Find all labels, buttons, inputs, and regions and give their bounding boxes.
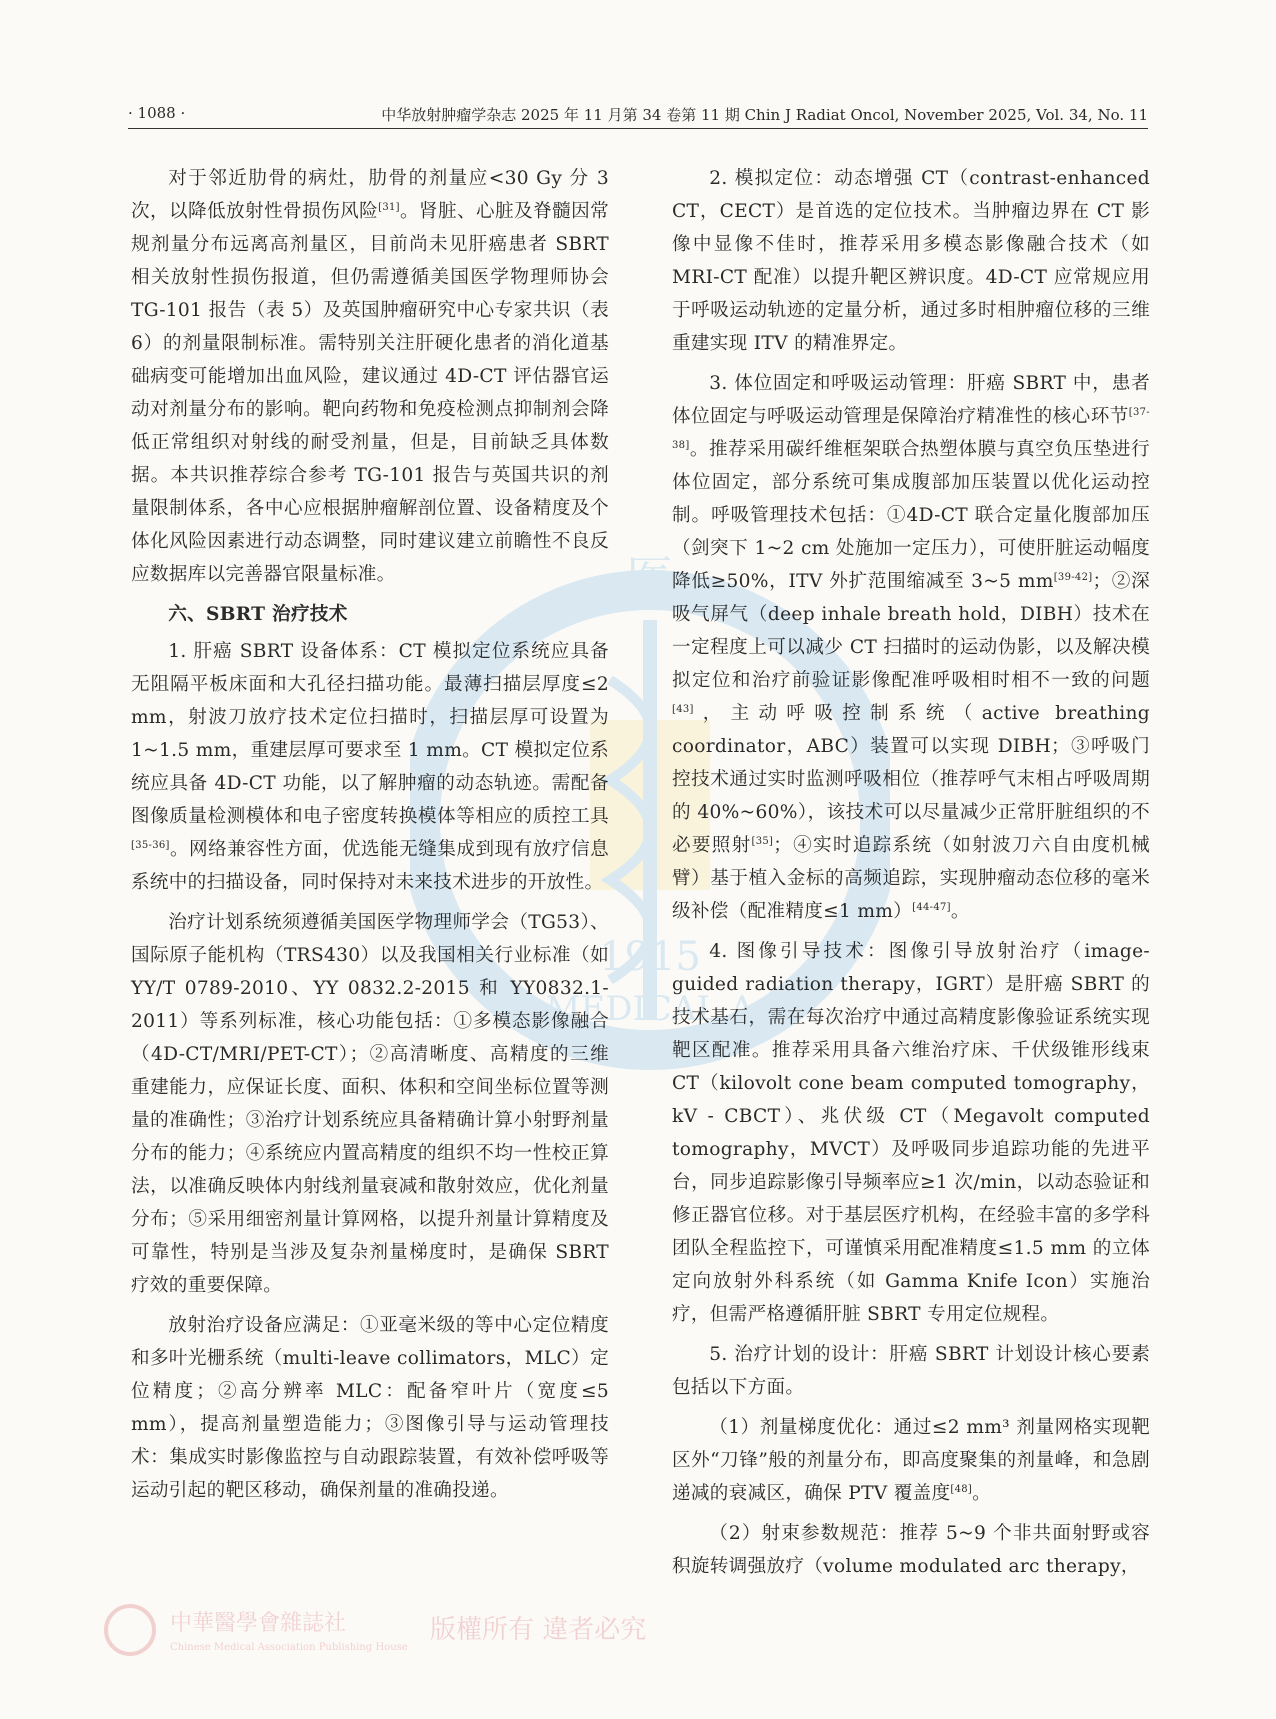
citation[interactable]: [48] — [950, 1483, 973, 1495]
citation[interactable]: [35] — [751, 835, 774, 847]
citation[interactable]: [35-36] — [131, 839, 170, 851]
section-heading: 六、SBRT 治疗技术 — [168, 604, 348, 625]
citation[interactable]: [37-38] — [672, 406, 1150, 451]
publisher-logo-icon — [106, 1606, 154, 1654]
rights-notice: 版權所有 違者必究 — [430, 1615, 647, 1645]
publisher-name-en: Chinese Medical Association Publishing House — [170, 1642, 408, 1653]
citation[interactable]: [31] — [378, 201, 400, 213]
citation[interactable]: [44-47] — [912, 901, 951, 913]
citation[interactable]: [39-42] — [1053, 571, 1093, 583]
journal-citation: 中华放射肿瘤学杂志 2025 年 11 月第 34 卷第 11 期 Chin J Radiat Oncol, November 2025, Vol. 34, No. 11 — [381, 106, 1148, 124]
running-header — [128, 100, 1148, 129]
paragraph: 3. 体位固定和呼吸运动管理：肝癌 SBRT 中，患者体位固定与呼吸运动管理是保障治疗精准性的核心环节[37-38]。推荐采用碳纤维框架联合热塑体膜与真空负压垫进行体位固定，部分系统可集成腹部加压装置以优化运动控制。呼吸管理技术包括：①4D-CT 联合定量化腹部加压（剑突下 1~2 cm 处施加一定压力），可使肝脏运动幅度降低≥50%，ITV 外扩范围缩减至 3~5 mm[39-42]；②深吸气屏气（deep inhale breath hold，DIBH）技术在一定程度上可以减少 CT 扫描时的运动伪影，以及解决模拟定位和治疗前验证影像配准呼吸相时相不一致的问题[43]，主动呼吸控制系统（active breathing coordinator，ABC）装置可以实现 DIBH；③呼吸门控技术通过实时监测呼吸相位（推荐呼气末相占呼吸周期的 40%~60%），该技术可以尽量减少正常肝脏组织的不必要照射[35]；④实时追踪系统（如射波刀六自由度机械臂）基于植入金标的高频追踪，实现肿瘤动态位移的毫米级补偿（配准精度≤1 mm）[44-47]。 — [672, 373, 1151, 922]
right-column — [672, 162, 1150, 1590]
watermark-year: 1915 — [599, 934, 701, 980]
watermark-arc-text: MEDICAL A — [545, 989, 755, 1029]
paragraph: 4. 图像引导技术：图像引导放射治疗（image-guided radiation therapy，IGRT）是肝癌 SBRT 的技术基石，需在每次治疗中通过高精度影像验证系统实现靶区配准。推荐采用具备六维治疗床、千伏级锥形线束 CT（kilovolt cone beam computed tomography，kV - CBCT）、兆伏级 CT（Megavolt computed tomography，MVCT）及呼吸同步追踪功能的先进平台，同步追踪影像引导频率应≥1 次/min，以动态验证和修正器官位移。对于基层医疗机构，在经验丰富的多学科团队全程监控下，可谨慎采用配准精度≤1.5 mm 的立体定向放射外科系统（如 Gamma Knife Icon）实施治疗，但需严格遵循肝脏 SBRT 专用定位规程。 — [672, 941, 1150, 1325]
left-column — [131, 162, 609, 1514]
paragraph: 治疗计划系统须遵循美国医学物理师学会（TG53）、国际原子能机构（TRS430）以及我国相关行业标准（如 YY/T 0789-2010、YY 0832.2-2015 和 YY0832.1-2011）等系列标准，核心功能包括：①多模态影像融合（4D-CT/MRI/PET-CT）；②高清晰度、高精度的三维重建能力，应保证长度、面积、体积和空间坐标位置等测量的准确性；③治疗计划系统应具备精确计算小射野剂量分布的能力；④系统应内置高精度的组织不均一性校正算法，以准确反映体内射线剂量衰减和散射效应，优化剂量分布；⑤采用细密剂量计算网格，以提升剂量计算精度及可靠性，特别是当涉及复杂剂量梯度时，是确保 SBRT 疗效的重要保障。 — [131, 912, 609, 1296]
page-number: · 1088 · — [128, 104, 186, 122]
publisher-watermark — [100, 1600, 700, 1660]
paragraph: 1. 肝癌 SBRT 设备体系：CT 模拟定位系统应具备无阻隔平板床面和大孔径扫描功能。最薄扫描层厚度≤2 mm，射波刀放疗技术定位扫描时，扫描层厚可设置为 1~1.5 mm，重建层厚可要求至 1 mm。CT 模拟定位系统应具备 4D-CT 功能，以了解肿瘤的动态轨迹。需配备图像质量检测模体和电子密度转换模体等相应的质控工具[35-36]。网络兼容性方面，优选能无缝集成到现有放疗信息系统中的扫描设备，同时保持对未来技术进步的开放性。 — [131, 641, 609, 893]
paragraph: 放射治疗设备应满足：①亚毫米级的等中心定位精度和多叶光栅系统（multi-leave collimators，MLC）定位精度；②高分辨率 MLC：配备窄叶片（宽度≤5 mm），提高剂量塑造能力；③图像引导与运动管理技术：集成实时影像监控与自动跟踪装置，有效补偿呼吸等运动引起的靶区移动，确保剂量的准确投递。 — [131, 1315, 609, 1501]
watermark-char: 医 — [625, 551, 675, 607]
paragraph: 5. 治疗计划的设计：肝癌 SBRT 计划设计核心要素包括以下方面。 — [672, 1344, 1150, 1398]
paragraph: 2. 模拟定位：动态增强 CT（contrast-enhanced CT，CECT）是首选的定位技术。当肿瘤边界在 CT 影像中显像不佳时，推荐采用多模态影像融合技术（如 MRI-CT 配准）以提升靶区辨识度。4D-CT 应常规应用于呼吸运动轨迹的定量分析，通过多时相肿瘤位移的三维重建实现 ITV 的精准界定。 — [672, 168, 1150, 354]
paragraph: （2）射束参数规范：推荐 5~9 个非共面射野或容积旋转调强放疗（volume modulated arc therapy， — [672, 1523, 1150, 1577]
citation[interactable]: [43] — [672, 703, 694, 715]
publisher-name-cn: 中華醫學會雜誌社 — [170, 1611, 347, 1636]
paragraph: （1）剂量梯度优化：通过≤2 mm³ 剂量网格实现靶区外“刀锋”般的剂量分布，即高度聚集的剂量峰，和急剧递减的衰减区，确保 PTV 覆盖度[48]。 — [672, 1417, 1150, 1504]
paragraph: 对于邻近肋骨的病灶，肋骨的剂量应<30 Gy 分 3 次，以降低放射性骨损伤风险[31]。肾脏、心脏及脊髓因常规剂量分布远离高剂量区，目前尚未见肝癌患者 SBRT 相关放射性损伤报道，但仍需遵循美国医学物理师协会 TG-101 报告（表 5）及英国肿瘤研究中心专家共识（表 6）的剂量限制标准。需特别关注肝硬化患者的消化道基础病变可能增加出血风险，建议通过 4D-CT 评估器官运动对剂量分布的影响。靶向药物和免疫检测点抑制剂会降低正常组织对射线的耐受剂量，但是，目前缺乏具体数据。本共识推荐综合参考 TG-101 报告与英国共识的剂量限制体系，各中心应根据肿瘤解剖位置、设备精度及个体化风险因素进行动态调整，同时建议建立前瞻性不良反应数据库以完善器官限量标准。 — [131, 168, 609, 585]
